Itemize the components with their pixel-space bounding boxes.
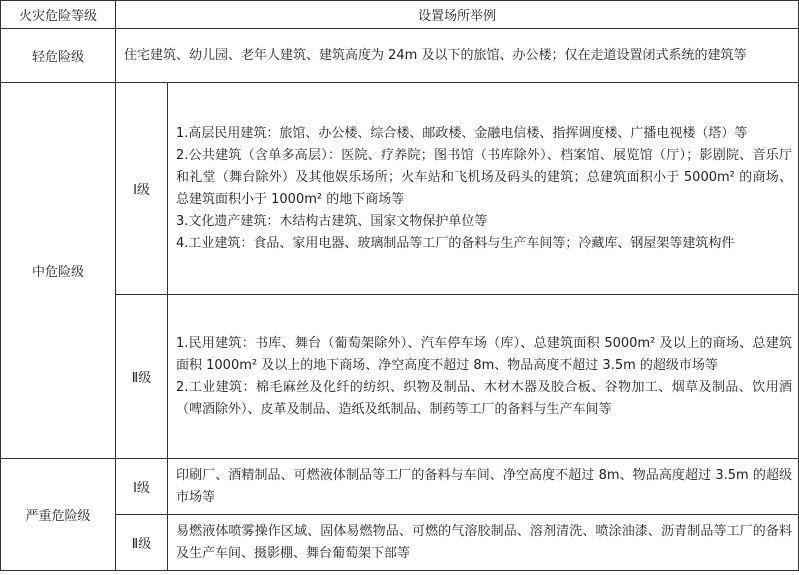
medium-2-item-2: 2.工业建筑：棉毛麻丝及化纤的纺织、织物及制品、木材木器及胶合板、谷物加工、烟草及制品、饮用酒（啤酒除外）、皮革及制品、造纸及纸制品、制药等工厂的备料与生产车间等 [176,379,793,417]
row-severe-grade2 [1,515,799,571]
examples-light: 住宅建筑、幼儿园、老年人建筑、建筑高度为 24m 及以下的旅馆、办公楼；仅在走道设置闭式系统的建筑等 [116,29,799,83]
row-medium-grade2 [1,295,799,459]
grade-medium-2: Ⅱ级 [116,295,168,459]
header-examples: 设置场所举例 [116,1,799,29]
examples-severe-1: 印刷厂、酒精制品、可燃液体制品等工厂的备料与车间、净空高度不超过 8m、物品高度超过 3.5m 的超级市场等 [168,459,799,515]
grade-severe-1: Ⅰ级 [116,459,168,515]
examples-medium-2 [168,295,799,459]
medium-1-item-1: 1.高层民用建筑：旅馆、办公楼、综合楼、邮政楼、金融电信楼、指挥调度楼、广播电视楼（塔）等 [176,125,748,141]
grade-severe-2: Ⅱ级 [116,515,168,571]
medium-1-item-4: 4.工业建筑：食品、家用电器、玻璃制品等工厂的备料与生产车间等；冷藏库、钢屋架等建筑构件 [176,235,735,251]
examples-medium-1 [168,83,799,295]
grade-medium-1: Ⅰ级 [116,83,168,295]
level-light: 轻危险级 [1,29,116,83]
medium-2-item-1: 1.民用建筑：书库、舞台（葡萄架除外）、汽车停车场（库）、总建筑面积 5000m² 及以上的商场、总建筑面积 1000m² 及以上的地下商场、净空高度不超过 8m、物品高度不超过 3.5m 的超级市场等 [176,335,793,373]
level-severe: 严重危险级 [1,459,116,571]
medium-1-item-2: 2.公共建筑（含单多高层）：医院、疗养院；图书馆（书库除外）、档案馆、展览馆（厅）；影剧院、音乐厅和礼堂（舞台除外）及其他娱乐场所；火车站和飞机场及码头的建筑；总建筑面积小于 5000m² 的商场、总建筑面积小于 1000m² 的地下商场等 [176,147,793,207]
header-row [1,1,799,29]
level-medium: 中危险级 [1,83,116,459]
examples-severe-2: 易燃液体喷雾操作区域、固体易燃物品、可燃的气溶胶制品、溶剂清洗、喷涂油漆、沥青制品等工厂的备料及生产车间、摄影棚、舞台葡萄架下部等 [168,515,799,571]
header-level: 火灾危险等级 [1,1,116,29]
row-severe-grade1 [1,459,799,515]
row-light [1,29,799,83]
row-medium-grade1 [1,83,799,295]
medium-1-item-3: 3.文化遗产建筑：木结构古建筑、国家文物保护单位等 [176,213,488,229]
